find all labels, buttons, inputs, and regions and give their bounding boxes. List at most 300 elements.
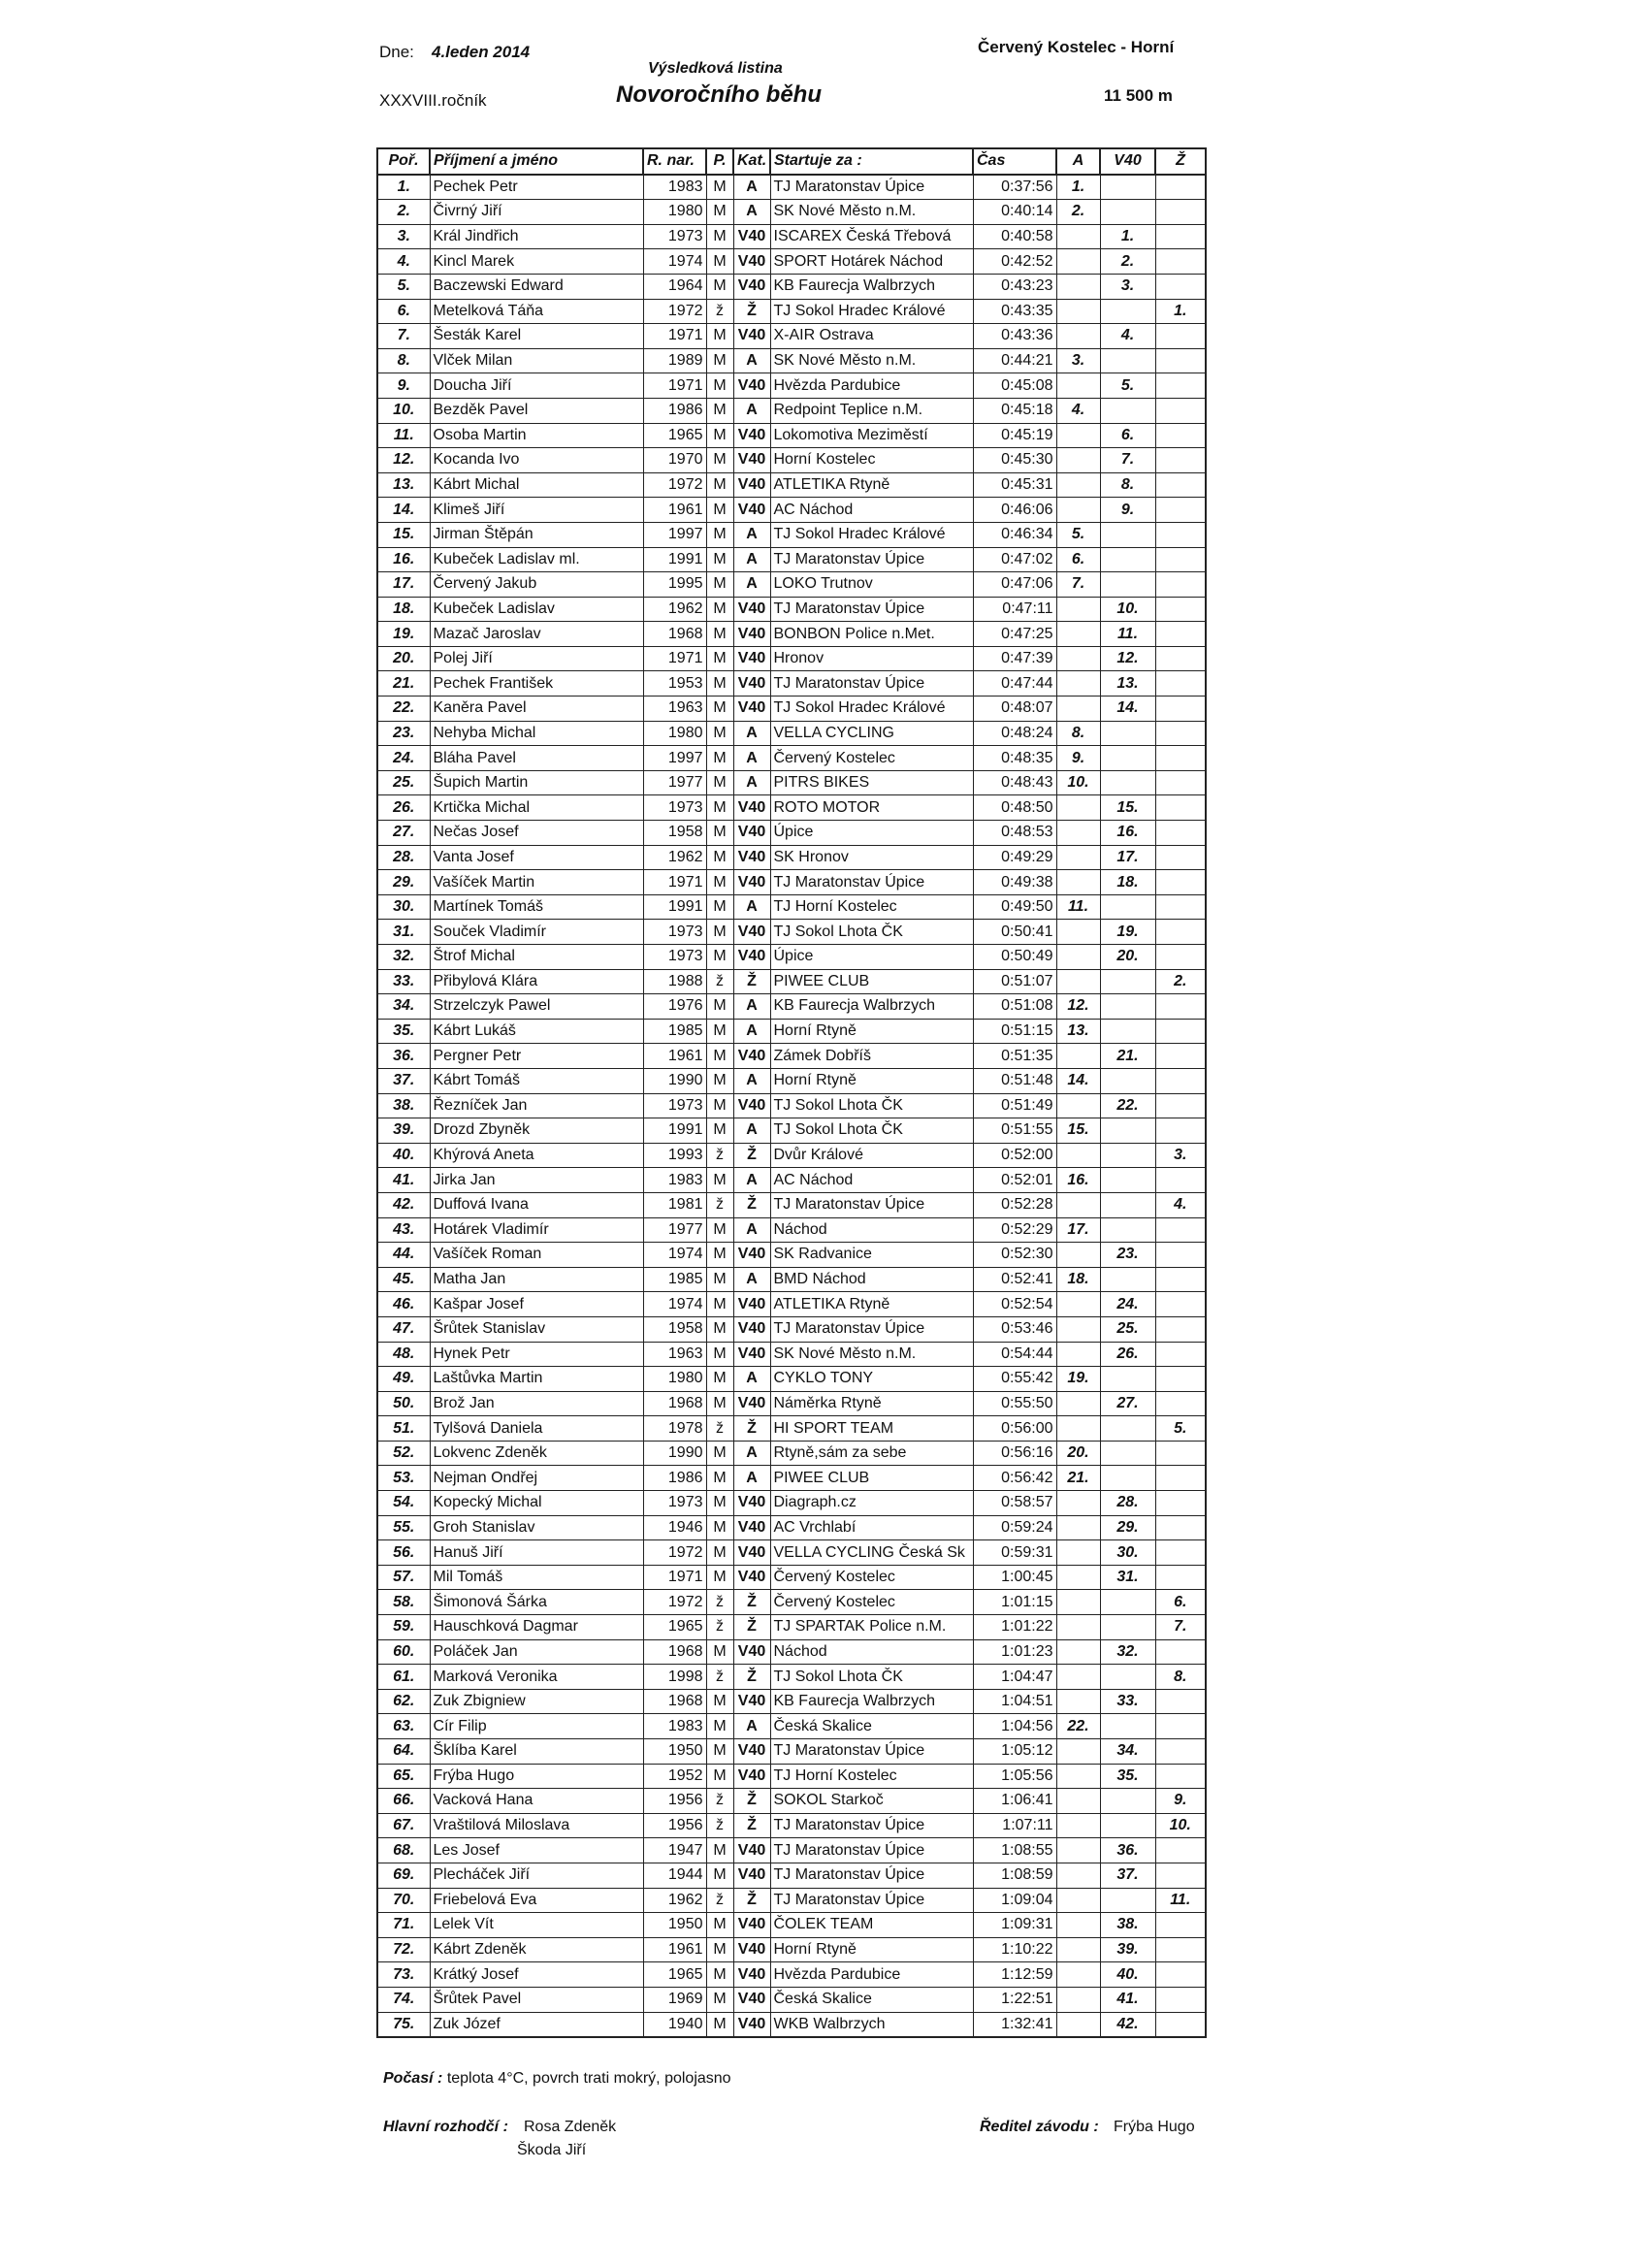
cell-club: Dvůr Králové bbox=[770, 1143, 973, 1168]
cell-birth-year: 1974 bbox=[643, 1243, 706, 1268]
table-row bbox=[377, 423, 1206, 448]
cell-position: 73. bbox=[377, 1962, 430, 1988]
cell-rank-v40 bbox=[1100, 522, 1155, 547]
cell-rank-a: 1. bbox=[1056, 175, 1100, 200]
cell-club: Diagraph.cz bbox=[770, 1491, 973, 1516]
cell-category: V40 bbox=[733, 1639, 770, 1665]
cell-category: Ž bbox=[733, 1888, 770, 1913]
cell-category: V40 bbox=[733, 646, 770, 671]
cell-rank-v40 bbox=[1100, 1441, 1155, 1466]
cell-rank-a bbox=[1056, 498, 1100, 523]
cell-category: Ž bbox=[733, 1143, 770, 1168]
cell-birth-year: 1947 bbox=[643, 1838, 706, 1863]
cell-position: 14. bbox=[377, 498, 430, 523]
cell-position: 61. bbox=[377, 1665, 430, 1690]
cell-rank-a: 7. bbox=[1056, 572, 1100, 598]
cell-club: ČOLEK TEAM bbox=[770, 1913, 973, 1938]
cell-club: Horní Rtyně bbox=[770, 1068, 973, 1093]
table-row bbox=[377, 795, 1206, 821]
cell-rank-v40: 12. bbox=[1100, 646, 1155, 671]
cell-rank-v40 bbox=[1100, 1168, 1155, 1193]
cell-name: Lelek Vít bbox=[430, 1913, 643, 1938]
cell-rank-a: 2. bbox=[1056, 200, 1100, 225]
cell-rank-v40: 25. bbox=[1100, 1316, 1155, 1342]
cell-rank-a bbox=[1056, 1540, 1100, 1566]
cell-name: Les Josef bbox=[430, 1838, 643, 1863]
cell-club: TJ Maratonstav Úpice bbox=[770, 597, 973, 622]
cell-sex: M bbox=[706, 597, 733, 622]
cell-name: Šrůtek Stanislav bbox=[430, 1316, 643, 1342]
cell-sex: M bbox=[706, 1913, 733, 1938]
cell-position: 12. bbox=[377, 448, 430, 473]
cell-rank-z bbox=[1155, 1391, 1206, 1416]
cell-birth-year: 1963 bbox=[643, 1342, 706, 1367]
cell-rank-z bbox=[1155, 1863, 1206, 1888]
cell-club: AC Vrchlabí bbox=[770, 1515, 973, 1540]
cell-name: Lokvenc Zdeněk bbox=[430, 1441, 643, 1466]
col-name: Příjmení a jméno bbox=[430, 148, 643, 175]
cell-position: 51. bbox=[377, 1416, 430, 1442]
col-birth-year: R. nar. bbox=[643, 148, 706, 175]
cell-rank-z bbox=[1155, 1913, 1206, 1938]
cell-rank-z bbox=[1155, 249, 1206, 275]
cell-rank-a bbox=[1056, 1838, 1100, 1863]
cell-rank-a bbox=[1056, 1987, 1100, 2012]
table-row bbox=[377, 448, 1206, 473]
cell-sex: M bbox=[706, 1168, 733, 1193]
cell-position: 71. bbox=[377, 1913, 430, 1938]
cell-club: TJ Sokol Hradec Králové bbox=[770, 299, 973, 324]
cell-rank-z bbox=[1155, 994, 1206, 1020]
cell-sex: ž bbox=[706, 1416, 733, 1442]
cell-name: Vlček Milan bbox=[430, 348, 643, 373]
cell-birth-year: 1958 bbox=[643, 1316, 706, 1342]
cell-sex: ž bbox=[706, 969, 733, 994]
cell-position: 27. bbox=[377, 821, 430, 846]
cell-name: Přibylová Klára bbox=[430, 969, 643, 994]
cell-club: SK Nové Město n.M. bbox=[770, 200, 973, 225]
cell-category: A bbox=[733, 572, 770, 598]
cell-category: V40 bbox=[733, 448, 770, 473]
table-row bbox=[377, 1838, 1206, 1863]
cell-name: Pergner Petr bbox=[430, 1044, 643, 1069]
cell-sex: M bbox=[706, 1937, 733, 1962]
cell-position: 24. bbox=[377, 746, 430, 771]
cell-rank-z bbox=[1155, 1565, 1206, 1590]
cell-club: TJ Sokol Lhota ČK bbox=[770, 1665, 973, 1690]
col-rank-a: A bbox=[1056, 148, 1100, 175]
cell-birth-year: 1958 bbox=[643, 821, 706, 846]
cell-rank-v40: 23. bbox=[1100, 1243, 1155, 1268]
table-row bbox=[377, 1789, 1206, 1814]
col-time: Čas bbox=[973, 148, 1056, 175]
cell-rank-v40: 35. bbox=[1100, 1764, 1155, 1789]
cell-rank-a bbox=[1056, 1044, 1100, 1069]
cell-rank-a: 10. bbox=[1056, 770, 1100, 795]
cell-birth-year: 1997 bbox=[643, 746, 706, 771]
cell-rank-a bbox=[1056, 1764, 1100, 1789]
cell-rank-a: 9. bbox=[1056, 746, 1100, 771]
cell-rank-a bbox=[1056, 1316, 1100, 1342]
director-value: Frýba Hugo bbox=[1114, 2119, 1195, 2135]
cell-club: TJ Sokol Lhota ČK bbox=[770, 920, 973, 945]
cell-club: SK Nové Město n.M. bbox=[770, 348, 973, 373]
cell-time: 0:48:43 bbox=[973, 770, 1056, 795]
cell-time: 0:49:50 bbox=[973, 894, 1056, 920]
cell-birth-year: 1983 bbox=[643, 1714, 706, 1739]
cell-sex: M bbox=[706, 175, 733, 200]
cell-category: A bbox=[733, 994, 770, 1020]
cell-position: 42. bbox=[377, 1192, 430, 1217]
cell-club: KB Faurecja Walbrzych bbox=[770, 1689, 973, 1714]
cell-rank-a: 8. bbox=[1056, 721, 1100, 746]
table-row bbox=[377, 299, 1206, 324]
cell-rank-a bbox=[1056, 1888, 1100, 1913]
cell-position: 53. bbox=[377, 1466, 430, 1491]
cell-name: Doucha Jiří bbox=[430, 373, 643, 399]
col-rank-v40: V40 bbox=[1100, 148, 1155, 175]
cell-rank-a bbox=[1056, 845, 1100, 870]
cell-sex: M bbox=[706, 1316, 733, 1342]
cell-rank-a: 21. bbox=[1056, 1466, 1100, 1491]
table-row bbox=[377, 1217, 1206, 1243]
cell-club: SK Radvanice bbox=[770, 1243, 973, 1268]
cell-category: V40 bbox=[733, 373, 770, 399]
cell-category: V40 bbox=[733, 1913, 770, 1938]
table-row bbox=[377, 697, 1206, 722]
cell-sex: ž bbox=[706, 1590, 733, 1615]
cell-position: 35. bbox=[377, 1019, 430, 1044]
cell-club: Česká Skalice bbox=[770, 1987, 973, 2012]
cell-time: 1:09:31 bbox=[973, 1913, 1056, 1938]
cell-time: 1:07:11 bbox=[973, 1813, 1056, 1838]
cell-rank-v40 bbox=[1100, 547, 1155, 572]
cell-rank-z bbox=[1155, 870, 1206, 895]
cell-time: 0:58:57 bbox=[973, 1491, 1056, 1516]
cell-birth-year: 1974 bbox=[643, 249, 706, 275]
table-row bbox=[377, 1665, 1206, 1690]
subtitle: Výsledková listina bbox=[648, 60, 783, 77]
cell-club: SK Nové Město n.M. bbox=[770, 1342, 973, 1367]
cell-name: Pechek František bbox=[430, 671, 643, 697]
cell-club: TJ Sokol Hradec Králové bbox=[770, 697, 973, 722]
cell-club: TJ Maratonstav Úpice bbox=[770, 1192, 973, 1217]
cell-rank-a bbox=[1056, 597, 1100, 622]
cell-time: 0:45:30 bbox=[973, 448, 1056, 473]
cell-time: 1:05:56 bbox=[973, 1764, 1056, 1789]
cell-rank-a bbox=[1056, 646, 1100, 671]
cell-time: 0:52:01 bbox=[973, 1168, 1056, 1193]
cell-birth-year: 1977 bbox=[643, 1217, 706, 1243]
table-row bbox=[377, 498, 1206, 523]
cell-name: Jirka Jan bbox=[430, 1168, 643, 1193]
cell-rank-v40 bbox=[1100, 1665, 1155, 1690]
cell-position: 60. bbox=[377, 1639, 430, 1665]
table-row bbox=[377, 845, 1206, 870]
cell-name: Vašíček Martin bbox=[430, 870, 643, 895]
table-row bbox=[377, 175, 1206, 200]
cell-rank-v40 bbox=[1100, 1217, 1155, 1243]
table-row bbox=[377, 1937, 1206, 1962]
cell-sex: M bbox=[706, 1987, 733, 2012]
cell-position: 46. bbox=[377, 1292, 430, 1317]
cell-rank-z: 9. bbox=[1155, 1789, 1206, 1814]
cell-name: Kubeček Ladislav ml. bbox=[430, 547, 643, 572]
cell-rank-z bbox=[1155, 175, 1206, 200]
cell-rank-z bbox=[1155, 1739, 1206, 1765]
cell-rank-z bbox=[1155, 1267, 1206, 1292]
cell-time: 0:51:15 bbox=[973, 1019, 1056, 1044]
cell-position: 34. bbox=[377, 994, 430, 1020]
cell-position: 39. bbox=[377, 1118, 430, 1144]
cell-sex: M bbox=[706, 894, 733, 920]
cell-rank-z bbox=[1155, 1044, 1206, 1069]
cell-club: SK Hronov bbox=[770, 845, 973, 870]
cell-time: 0:43:23 bbox=[973, 274, 1056, 299]
cell-rank-v40 bbox=[1100, 398, 1155, 423]
cell-club: TJ Maratonstav Úpice bbox=[770, 1838, 973, 1863]
cell-sex: M bbox=[706, 1292, 733, 1317]
cell-position: 54. bbox=[377, 1491, 430, 1516]
cell-position: 11. bbox=[377, 423, 430, 448]
date-value: 4.leden 2014 bbox=[432, 43, 531, 61]
cell-name: Bezděk Pavel bbox=[430, 398, 643, 423]
table-row bbox=[377, 1416, 1206, 1442]
cell-rank-v40: 41. bbox=[1100, 1987, 1155, 2012]
cell-birth-year: 1971 bbox=[643, 1565, 706, 1590]
cell-rank-v40 bbox=[1100, 770, 1155, 795]
cell-position: 36. bbox=[377, 1044, 430, 1069]
cell-club: TJ SPARTAK Police n.M. bbox=[770, 1615, 973, 1640]
cell-time: 0:47:11 bbox=[973, 597, 1056, 622]
cell-category: A bbox=[733, 770, 770, 795]
cell-name: Nečas Josef bbox=[430, 821, 643, 846]
cell-name: Jirman Štěpán bbox=[430, 522, 643, 547]
table-row bbox=[377, 1962, 1206, 1988]
cell-name: Kocanda Ivo bbox=[430, 448, 643, 473]
cell-rank-v40: 22. bbox=[1100, 1093, 1155, 1118]
cell-position: 41. bbox=[377, 1168, 430, 1193]
cell-rank-a: 3. bbox=[1056, 348, 1100, 373]
table-row bbox=[377, 572, 1206, 598]
cell-sex: M bbox=[706, 2012, 733, 2037]
cell-sex: M bbox=[706, 622, 733, 647]
cell-category: V40 bbox=[733, 1739, 770, 1765]
cell-sex: M bbox=[706, 1863, 733, 1888]
cell-category: V40 bbox=[733, 1044, 770, 1069]
cell-rank-v40 bbox=[1100, 1416, 1155, 1442]
cell-rank-v40: 18. bbox=[1100, 870, 1155, 895]
cell-time: 0:52:30 bbox=[973, 1243, 1056, 1268]
table-row bbox=[377, 1987, 1206, 2012]
cell-rank-a bbox=[1056, 1292, 1100, 1317]
cell-name: Kašpar Josef bbox=[430, 1292, 643, 1317]
cell-birth-year: 1968 bbox=[643, 1391, 706, 1416]
cell-rank-z bbox=[1155, 373, 1206, 399]
cell-category: V40 bbox=[733, 1342, 770, 1367]
cell-name: Nehyba Michal bbox=[430, 721, 643, 746]
cell-rank-v40: 9. bbox=[1100, 498, 1155, 523]
table-row bbox=[377, 249, 1206, 275]
cell-rank-v40: 8. bbox=[1100, 472, 1155, 498]
cell-time: 0:47:02 bbox=[973, 547, 1056, 572]
cell-club: Náměrka Rtyně bbox=[770, 1391, 973, 1416]
col-sex: P. bbox=[706, 148, 733, 175]
cell-name: Pechek Petr bbox=[430, 175, 643, 200]
cell-position: 32. bbox=[377, 945, 430, 970]
cell-category: V40 bbox=[733, 423, 770, 448]
table-row bbox=[377, 1540, 1206, 1566]
cell-sex: M bbox=[706, 1491, 733, 1516]
cell-rank-v40 bbox=[1100, 894, 1155, 920]
cell-rank-z bbox=[1155, 2012, 1206, 2037]
cell-position: 8. bbox=[377, 348, 430, 373]
cell-rank-v40: 5. bbox=[1100, 373, 1155, 399]
cell-birth-year: 1964 bbox=[643, 274, 706, 299]
cell-club: X-AIR Ostrava bbox=[770, 324, 973, 349]
cell-name: Kábrt Lukáš bbox=[430, 1019, 643, 1044]
cell-club: PIWEE CLUB bbox=[770, 1466, 973, 1491]
cell-rank-v40 bbox=[1100, 1813, 1155, 1838]
cell-sex: M bbox=[706, 1639, 733, 1665]
cell-rank-z bbox=[1155, 671, 1206, 697]
cell-time: 0:46:06 bbox=[973, 498, 1056, 523]
cell-rank-z: 2. bbox=[1155, 969, 1206, 994]
cell-birth-year: 1956 bbox=[643, 1813, 706, 1838]
cell-rank-z bbox=[1155, 1316, 1206, 1342]
cell-name: Martínek Tomáš bbox=[430, 894, 643, 920]
cell-rank-v40: 11. bbox=[1100, 622, 1155, 647]
cell-birth-year: 1990 bbox=[643, 1068, 706, 1093]
cell-rank-a bbox=[1056, 472, 1100, 498]
table-row bbox=[377, 1093, 1206, 1118]
cell-club: Červený Kostelec bbox=[770, 1565, 973, 1590]
cell-club: WKB Walbrzych bbox=[770, 2012, 973, 2037]
cell-birth-year: 1991 bbox=[643, 1118, 706, 1144]
cell-position: 72. bbox=[377, 1937, 430, 1962]
cell-club: AC Náchod bbox=[770, 498, 973, 523]
cell-rank-z bbox=[1155, 821, 1206, 846]
cell-birth-year: 1990 bbox=[643, 1441, 706, 1466]
cell-rank-v40: 4. bbox=[1100, 324, 1155, 349]
cell-name: Zuk Józef bbox=[430, 2012, 643, 2037]
cell-club: Česká Skalice bbox=[770, 1714, 973, 1739]
cell-club: SPORT Hotárek Náchod bbox=[770, 249, 973, 275]
cell-sex: M bbox=[706, 994, 733, 1020]
cell-birth-year: 1971 bbox=[643, 324, 706, 349]
cell-category: V40 bbox=[733, 1764, 770, 1789]
cell-rank-z bbox=[1155, 1515, 1206, 1540]
cell-name: Hauschková Dagmar bbox=[430, 1615, 643, 1640]
cell-rank-z bbox=[1155, 1168, 1206, 1193]
cell-rank-a bbox=[1056, 1937, 1100, 1962]
cell-position: 3. bbox=[377, 224, 430, 249]
cell-birth-year: 1973 bbox=[643, 1491, 706, 1516]
table-row bbox=[377, 1342, 1206, 1367]
cell-time: 0:56:00 bbox=[973, 1416, 1056, 1442]
cell-name: Vraštilová Miloslava bbox=[430, 1813, 643, 1838]
cell-time: 0:51:49 bbox=[973, 1093, 1056, 1118]
cell-sex: M bbox=[706, 945, 733, 970]
cell-birth-year: 1973 bbox=[643, 224, 706, 249]
cell-rank-v40: 29. bbox=[1100, 1515, 1155, 1540]
cell-position: 40. bbox=[377, 1143, 430, 1168]
cell-rank-z bbox=[1155, 1093, 1206, 1118]
cell-rank-z bbox=[1155, 1118, 1206, 1144]
cell-rank-v40 bbox=[1100, 175, 1155, 200]
cell-category: Ž bbox=[733, 299, 770, 324]
cell-rank-z bbox=[1155, 945, 1206, 970]
table-row bbox=[377, 597, 1206, 622]
cell-sex: M bbox=[706, 522, 733, 547]
cell-rank-a bbox=[1056, 373, 1100, 399]
cell-rank-a: 18. bbox=[1056, 1267, 1100, 1292]
cell-birth-year: 1971 bbox=[643, 646, 706, 671]
table-row bbox=[377, 1739, 1206, 1765]
table-row bbox=[377, 1565, 1206, 1590]
cell-sex: M bbox=[706, 1441, 733, 1466]
cell-rank-a: 14. bbox=[1056, 1068, 1100, 1093]
cell-position: 21. bbox=[377, 671, 430, 697]
cell-club: TJ Horní Kostelec bbox=[770, 894, 973, 920]
cell-time: 0:51:35 bbox=[973, 1044, 1056, 1069]
cell-time: 0:51:55 bbox=[973, 1118, 1056, 1144]
cell-rank-v40 bbox=[1100, 1615, 1155, 1640]
cell-category: V40 bbox=[733, 920, 770, 945]
cell-club: TJ Sokol Hradec Králové bbox=[770, 522, 973, 547]
cell-club: TJ Maratonstav Úpice bbox=[770, 175, 973, 200]
cell-rank-a: 4. bbox=[1056, 398, 1100, 423]
cell-rank-a: 5. bbox=[1056, 522, 1100, 547]
cell-position: 66. bbox=[377, 1789, 430, 1814]
cell-rank-z bbox=[1155, 398, 1206, 423]
cell-time: 0:52:28 bbox=[973, 1192, 1056, 1217]
cell-rank-a bbox=[1056, 1590, 1100, 1615]
cell-name: Groh Stanislav bbox=[430, 1515, 643, 1540]
cell-rank-z bbox=[1155, 224, 1206, 249]
cell-sex: M bbox=[706, 1093, 733, 1118]
cell-category: A bbox=[733, 1367, 770, 1392]
cell-rank-z bbox=[1155, 746, 1206, 771]
cell-club: TJ Horní Kostelec bbox=[770, 1764, 973, 1789]
cell-birth-year: 1970 bbox=[643, 448, 706, 473]
cell-position: 75. bbox=[377, 2012, 430, 2037]
cell-name: Tylšová Daniela bbox=[430, 1416, 643, 1442]
cell-rank-v40 bbox=[1100, 969, 1155, 994]
cell-birth-year: 1985 bbox=[643, 1267, 706, 1292]
cell-position: 44. bbox=[377, 1243, 430, 1268]
cell-category: V40 bbox=[733, 795, 770, 821]
cell-position: 55. bbox=[377, 1515, 430, 1540]
cell-name: Šimonová Šárka bbox=[430, 1590, 643, 1615]
cell-birth-year: 1962 bbox=[643, 845, 706, 870]
cell-category: A bbox=[733, 746, 770, 771]
cell-rank-v40: 6. bbox=[1100, 423, 1155, 448]
cell-rank-a bbox=[1056, 1491, 1100, 1516]
cell-club: ATLETIKA Rtyně bbox=[770, 1292, 973, 1317]
cell-sex: M bbox=[706, 1068, 733, 1093]
cell-position: 19. bbox=[377, 622, 430, 647]
cell-birth-year: 1983 bbox=[643, 175, 706, 200]
cell-rank-v40 bbox=[1100, 1590, 1155, 1615]
table-row bbox=[377, 671, 1206, 697]
cell-name: Král Jindřich bbox=[430, 224, 643, 249]
cell-position: 15. bbox=[377, 522, 430, 547]
cell-sex: M bbox=[706, 1689, 733, 1714]
cell-club: TJ Maratonstav Úpice bbox=[770, 1863, 973, 1888]
cell-position: 58. bbox=[377, 1590, 430, 1615]
cell-birth-year: 1976 bbox=[643, 994, 706, 1020]
